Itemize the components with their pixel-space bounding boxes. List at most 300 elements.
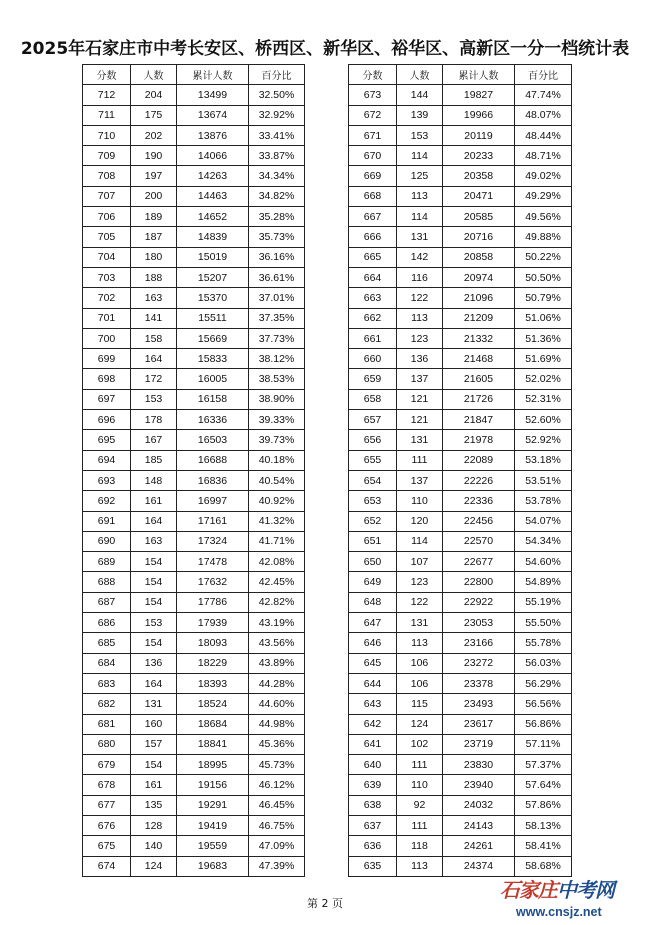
cell-cumulative: 22677 — [443, 552, 515, 572]
cell-count: 189 — [131, 207, 177, 227]
score-table-left — [82, 64, 305, 877]
cell-percent: 52.92% — [515, 430, 572, 450]
table-row — [83, 592, 305, 612]
cell-cumulative: 24374 — [443, 856, 515, 876]
cell-cumulative: 20471 — [443, 186, 515, 206]
cell-count: 107 — [397, 552, 443, 572]
table-row — [83, 450, 305, 470]
cell-cumulative: 21209 — [443, 308, 515, 328]
cell-percent: 48.44% — [515, 125, 572, 145]
table-row — [83, 389, 305, 409]
cell-cumulative: 14839 — [177, 227, 249, 247]
cell-cumulative: 15207 — [177, 267, 249, 287]
table-row — [349, 836, 572, 856]
cell-score: 643 — [349, 694, 397, 714]
table-row — [349, 125, 572, 145]
cell-cumulative: 15833 — [177, 349, 249, 369]
cell-percent: 37.35% — [249, 308, 305, 328]
cell-count: 131 — [397, 227, 443, 247]
cell-percent: 45.36% — [249, 734, 305, 754]
cell-count: 123 — [397, 328, 443, 348]
cell-percent: 47.09% — [249, 836, 305, 856]
cell-score: 637 — [349, 815, 397, 835]
cell-cumulative: 21468 — [443, 349, 515, 369]
cell-count: 113 — [397, 856, 443, 876]
cell-score: 678 — [83, 775, 131, 795]
cell-count: 114 — [397, 207, 443, 227]
cell-count: 102 — [397, 734, 443, 754]
cell-percent: 53.51% — [515, 470, 572, 490]
cell-cumulative: 19966 — [443, 105, 515, 125]
table-header-row — [349, 65, 572, 85]
table-row — [349, 389, 572, 409]
cell-score: 658 — [349, 389, 397, 409]
cell-score: 684 — [83, 653, 131, 673]
cell-percent: 53.18% — [515, 450, 572, 470]
cell-percent: 58.13% — [515, 815, 572, 835]
cell-cumulative: 24143 — [443, 815, 515, 835]
cell-count: 125 — [397, 166, 443, 186]
cell-score: 640 — [349, 755, 397, 775]
table-row — [349, 410, 572, 430]
cell-count: 113 — [397, 186, 443, 206]
cell-percent: 34.34% — [249, 166, 305, 186]
cell-score: 710 — [83, 125, 131, 145]
cell-count: 124 — [397, 714, 443, 734]
column-header-count: 人数 — [131, 65, 177, 85]
cell-percent: 35.28% — [249, 207, 305, 227]
cell-cumulative: 23940 — [443, 775, 515, 795]
cell-score: 650 — [349, 552, 397, 572]
cell-percent: 44.28% — [249, 673, 305, 693]
table-row — [83, 328, 305, 348]
table-row — [349, 775, 572, 795]
cell-percent: 56.56% — [515, 694, 572, 714]
cell-score: 676 — [83, 815, 131, 835]
table-row — [349, 288, 572, 308]
cell-percent: 58.68% — [515, 856, 572, 876]
cell-count: 178 — [131, 410, 177, 430]
cell-cumulative: 14463 — [177, 186, 249, 206]
cell-cumulative: 18093 — [177, 633, 249, 653]
cell-percent: 49.29% — [515, 186, 572, 206]
cell-cumulative: 20233 — [443, 146, 515, 166]
cell-score: 670 — [349, 146, 397, 166]
cell-count: 200 — [131, 186, 177, 206]
table-row — [83, 349, 305, 369]
score-table-right — [348, 64, 572, 877]
cell-score: 691 — [83, 511, 131, 531]
cell-count: 114 — [397, 146, 443, 166]
cell-percent: 46.75% — [249, 815, 305, 835]
table-row — [349, 349, 572, 369]
cell-score: 689 — [83, 552, 131, 572]
cell-percent: 44.98% — [249, 714, 305, 734]
table-row — [83, 836, 305, 856]
cell-score: 683 — [83, 673, 131, 693]
cell-cumulative: 22089 — [443, 450, 515, 470]
cell-count: 204 — [131, 85, 177, 105]
cell-score: 646 — [349, 633, 397, 653]
column-header-count: 人数 — [397, 65, 443, 85]
cell-count: 154 — [131, 755, 177, 775]
table-row — [83, 755, 305, 775]
watermark-logo — [500, 874, 614, 903]
table-row — [83, 410, 305, 430]
cell-count: 154 — [131, 572, 177, 592]
table-row — [83, 552, 305, 572]
cell-cumulative: 17632 — [177, 572, 249, 592]
cell-cumulative: 18229 — [177, 653, 249, 673]
cell-percent: 43.89% — [249, 653, 305, 673]
cell-count: 161 — [131, 775, 177, 795]
cell-percent: 33.41% — [249, 125, 305, 145]
table-row — [83, 430, 305, 450]
table-row — [83, 694, 305, 714]
table-row — [83, 308, 305, 328]
cell-count: 187 — [131, 227, 177, 247]
cell-count: 190 — [131, 146, 177, 166]
cell-cumulative: 18684 — [177, 714, 249, 734]
cell-score: 675 — [83, 836, 131, 856]
cell-percent: 47.74% — [515, 85, 572, 105]
cell-percent: 57.86% — [515, 795, 572, 815]
table-row — [83, 613, 305, 633]
table-row — [349, 186, 572, 206]
cell-score: 641 — [349, 734, 397, 754]
cell-score: 706 — [83, 207, 131, 227]
cell-percent: 47.39% — [249, 856, 305, 876]
cell-cumulative: 14263 — [177, 166, 249, 186]
cell-score: 666 — [349, 227, 397, 247]
cell-percent: 33.87% — [249, 146, 305, 166]
column-header-score: 分数 — [83, 65, 131, 85]
cell-cumulative: 20119 — [443, 125, 515, 145]
table-row — [349, 328, 572, 348]
cell-count: 167 — [131, 430, 177, 450]
table-row — [349, 815, 572, 835]
cell-score: 668 — [349, 186, 397, 206]
table-row — [349, 470, 572, 490]
table-header-row — [83, 65, 305, 85]
cell-percent: 48.71% — [515, 146, 572, 166]
cell-cumulative: 16005 — [177, 369, 249, 389]
table-row — [83, 714, 305, 734]
cell-score: 699 — [83, 349, 131, 369]
cell-count: 172 — [131, 369, 177, 389]
cell-cumulative: 15511 — [177, 308, 249, 328]
cell-percent: 55.19% — [515, 592, 572, 612]
table-row — [83, 734, 305, 754]
cell-percent: 52.60% — [515, 410, 572, 430]
cell-score: 677 — [83, 795, 131, 815]
cell-count: 137 — [397, 470, 443, 490]
table-row — [83, 186, 305, 206]
cell-score: 686 — [83, 613, 131, 633]
table-row — [349, 369, 572, 389]
page-number: 第 2 页 — [307, 897, 343, 910]
table-row — [83, 815, 305, 835]
cell-score: 639 — [349, 775, 397, 795]
cell-percent: 51.69% — [515, 349, 572, 369]
cell-score: 701 — [83, 308, 131, 328]
table-row — [349, 592, 572, 612]
cell-count: 136 — [397, 349, 443, 369]
cell-score: 664 — [349, 267, 397, 287]
table-row — [349, 795, 572, 815]
cell-count: 148 — [131, 470, 177, 490]
table-row — [83, 105, 305, 125]
cell-score: 638 — [349, 795, 397, 815]
cell-percent: 49.88% — [515, 227, 572, 247]
cell-score: 647 — [349, 613, 397, 633]
cell-percent: 36.61% — [249, 267, 305, 287]
cell-count: 153 — [131, 613, 177, 633]
cell-percent: 49.56% — [515, 207, 572, 227]
cell-percent: 42.45% — [249, 572, 305, 592]
watermark-url: www.cnsjz.net — [516, 905, 602, 919]
cell-count: 157 — [131, 734, 177, 754]
cell-percent: 46.45% — [249, 795, 305, 815]
cell-score: 685 — [83, 633, 131, 653]
cell-cumulative: 15669 — [177, 328, 249, 348]
cell-count: 136 — [131, 653, 177, 673]
cell-score: 687 — [83, 592, 131, 612]
cell-score: 680 — [83, 734, 131, 754]
cell-percent: 40.18% — [249, 450, 305, 470]
cell-count: 142 — [397, 247, 443, 267]
table-row — [349, 308, 572, 328]
cell-percent: 52.31% — [515, 389, 572, 409]
cell-score: 673 — [349, 85, 397, 105]
cell-score: 642 — [349, 714, 397, 734]
cell-score: 656 — [349, 430, 397, 450]
table-row — [83, 572, 305, 592]
table-row — [349, 491, 572, 511]
cell-cumulative: 15370 — [177, 288, 249, 308]
cell-score: 648 — [349, 592, 397, 612]
table-row — [83, 207, 305, 227]
cell-percent: 35.73% — [249, 227, 305, 247]
cell-count: 106 — [397, 673, 443, 693]
table-row — [83, 267, 305, 287]
cell-count: 140 — [131, 836, 177, 856]
cell-count: 137 — [397, 369, 443, 389]
cell-count: 113 — [397, 308, 443, 328]
cell-cumulative: 23378 — [443, 673, 515, 693]
table-row — [349, 531, 572, 551]
cell-percent: 55.50% — [515, 613, 572, 633]
column-header-percent: 百分比 — [249, 65, 305, 85]
cell-cumulative: 18524 — [177, 694, 249, 714]
cell-percent: 54.34% — [515, 531, 572, 551]
cell-cumulative: 21332 — [443, 328, 515, 348]
cell-cumulative: 14652 — [177, 207, 249, 227]
table-row — [349, 85, 572, 105]
cell-percent: 41.71% — [249, 531, 305, 551]
table-row — [83, 369, 305, 389]
cell-count: 154 — [131, 552, 177, 572]
cell-percent: 50.79% — [515, 288, 572, 308]
cell-score: 693 — [83, 470, 131, 490]
cell-cumulative: 21605 — [443, 369, 515, 389]
column-header-cumulative: 累计人数 — [177, 65, 249, 85]
table-row — [83, 247, 305, 267]
cell-percent: 55.78% — [515, 633, 572, 653]
table-row — [83, 775, 305, 795]
cell-score: 704 — [83, 247, 131, 267]
cell-cumulative: 21978 — [443, 430, 515, 450]
cell-count: 139 — [397, 105, 443, 125]
cell-percent: 51.06% — [515, 308, 572, 328]
cell-percent: 52.02% — [515, 369, 572, 389]
cell-score: 652 — [349, 511, 397, 531]
cell-count: 128 — [131, 815, 177, 835]
cell-count: 121 — [397, 389, 443, 409]
cell-count: 154 — [131, 592, 177, 612]
cell-percent: 58.41% — [515, 836, 572, 856]
cell-count: 111 — [397, 450, 443, 470]
cell-cumulative: 17161 — [177, 511, 249, 531]
cell-cumulative: 23493 — [443, 694, 515, 714]
cell-cumulative: 24261 — [443, 836, 515, 856]
cell-score: 635 — [349, 856, 397, 876]
cell-count: 131 — [397, 613, 443, 633]
table-row — [349, 572, 572, 592]
cell-cumulative: 13674 — [177, 105, 249, 125]
cell-cumulative: 22336 — [443, 491, 515, 511]
cell-percent: 57.37% — [515, 755, 572, 775]
table-row — [349, 511, 572, 531]
cell-percent: 32.92% — [249, 105, 305, 125]
cell-score: 674 — [83, 856, 131, 876]
cell-score: 695 — [83, 430, 131, 450]
cell-cumulative: 19156 — [177, 775, 249, 795]
cell-cumulative: 19291 — [177, 795, 249, 815]
cell-count: 197 — [131, 166, 177, 186]
cell-count: 113 — [397, 633, 443, 653]
cell-count: 131 — [131, 694, 177, 714]
cell-cumulative: 13876 — [177, 125, 249, 145]
cell-percent: 54.60% — [515, 552, 572, 572]
table-row — [83, 531, 305, 551]
table-row — [83, 470, 305, 490]
cell-cumulative: 16503 — [177, 430, 249, 450]
table-row — [83, 227, 305, 247]
cell-cumulative: 16688 — [177, 450, 249, 470]
cell-cumulative: 20974 — [443, 267, 515, 287]
cell-cumulative: 19559 — [177, 836, 249, 856]
cell-count: 120 — [397, 511, 443, 531]
table-row — [349, 207, 572, 227]
table-row — [83, 511, 305, 531]
table-row — [83, 491, 305, 511]
cell-percent: 37.73% — [249, 328, 305, 348]
cell-cumulative: 16158 — [177, 389, 249, 409]
cell-score: 692 — [83, 491, 131, 511]
cell-cumulative: 17478 — [177, 552, 249, 572]
cell-count: 122 — [397, 288, 443, 308]
cell-cumulative: 20585 — [443, 207, 515, 227]
cell-percent: 40.54% — [249, 470, 305, 490]
cell-score: 679 — [83, 755, 131, 775]
cell-count: 121 — [397, 410, 443, 430]
cell-cumulative: 21847 — [443, 410, 515, 430]
table-row — [349, 694, 572, 714]
cell-score: 672 — [349, 105, 397, 125]
cell-score: 649 — [349, 572, 397, 592]
table-row — [83, 673, 305, 693]
cell-count: 111 — [397, 815, 443, 835]
cell-score: 669 — [349, 166, 397, 186]
score-table-right-body — [349, 85, 572, 877]
cell-score: 703 — [83, 267, 131, 287]
cell-percent: 38.12% — [249, 349, 305, 369]
cell-cumulative: 16997 — [177, 491, 249, 511]
table-row — [349, 430, 572, 450]
cell-cumulative: 20358 — [443, 166, 515, 186]
table-row — [349, 613, 572, 633]
cell-percent: 54.07% — [515, 511, 572, 531]
cell-cumulative: 23166 — [443, 633, 515, 653]
cell-score: 661 — [349, 328, 397, 348]
cell-count: 161 — [131, 491, 177, 511]
cell-score: 659 — [349, 369, 397, 389]
cell-count: 111 — [397, 755, 443, 775]
cell-percent: 38.53% — [249, 369, 305, 389]
cell-count: 188 — [131, 267, 177, 287]
cell-score: 697 — [83, 389, 131, 409]
cell-score: 671 — [349, 125, 397, 145]
cell-count: 116 — [397, 267, 443, 287]
table-row — [349, 146, 572, 166]
cell-score: 698 — [83, 369, 131, 389]
cell-score: 644 — [349, 673, 397, 693]
cell-cumulative: 17324 — [177, 531, 249, 551]
cell-percent: 39.73% — [249, 430, 305, 450]
cell-score: 708 — [83, 166, 131, 186]
cell-score: 665 — [349, 247, 397, 267]
cell-cumulative: 15019 — [177, 247, 249, 267]
cell-cumulative: 23053 — [443, 613, 515, 633]
table-row — [349, 673, 572, 693]
cell-cumulative: 19827 — [443, 85, 515, 105]
cell-count: 118 — [397, 836, 443, 856]
cell-score: 663 — [349, 288, 397, 308]
cell-count: 92 — [397, 795, 443, 815]
table-row — [349, 247, 572, 267]
cell-count: 153 — [397, 125, 443, 145]
cell-score: 690 — [83, 531, 131, 551]
cell-cumulative: 21726 — [443, 389, 515, 409]
cell-count: 185 — [131, 450, 177, 470]
cell-percent: 39.33% — [249, 410, 305, 430]
cell-count: 163 — [131, 288, 177, 308]
cell-score: 653 — [349, 491, 397, 511]
column-header-percent: 百分比 — [515, 65, 572, 85]
cell-percent: 40.92% — [249, 491, 305, 511]
cell-percent: 57.64% — [515, 775, 572, 795]
cell-score: 705 — [83, 227, 131, 247]
site-watermark — [500, 874, 650, 924]
cell-score: 711 — [83, 105, 131, 125]
watermark-brand-a: 石家庄 — [500, 878, 557, 902]
cell-count: 158 — [131, 328, 177, 348]
table-row — [83, 288, 305, 308]
cell-percent: 42.08% — [249, 552, 305, 572]
score-table-left-body — [83, 85, 305, 877]
table-row — [349, 734, 572, 754]
